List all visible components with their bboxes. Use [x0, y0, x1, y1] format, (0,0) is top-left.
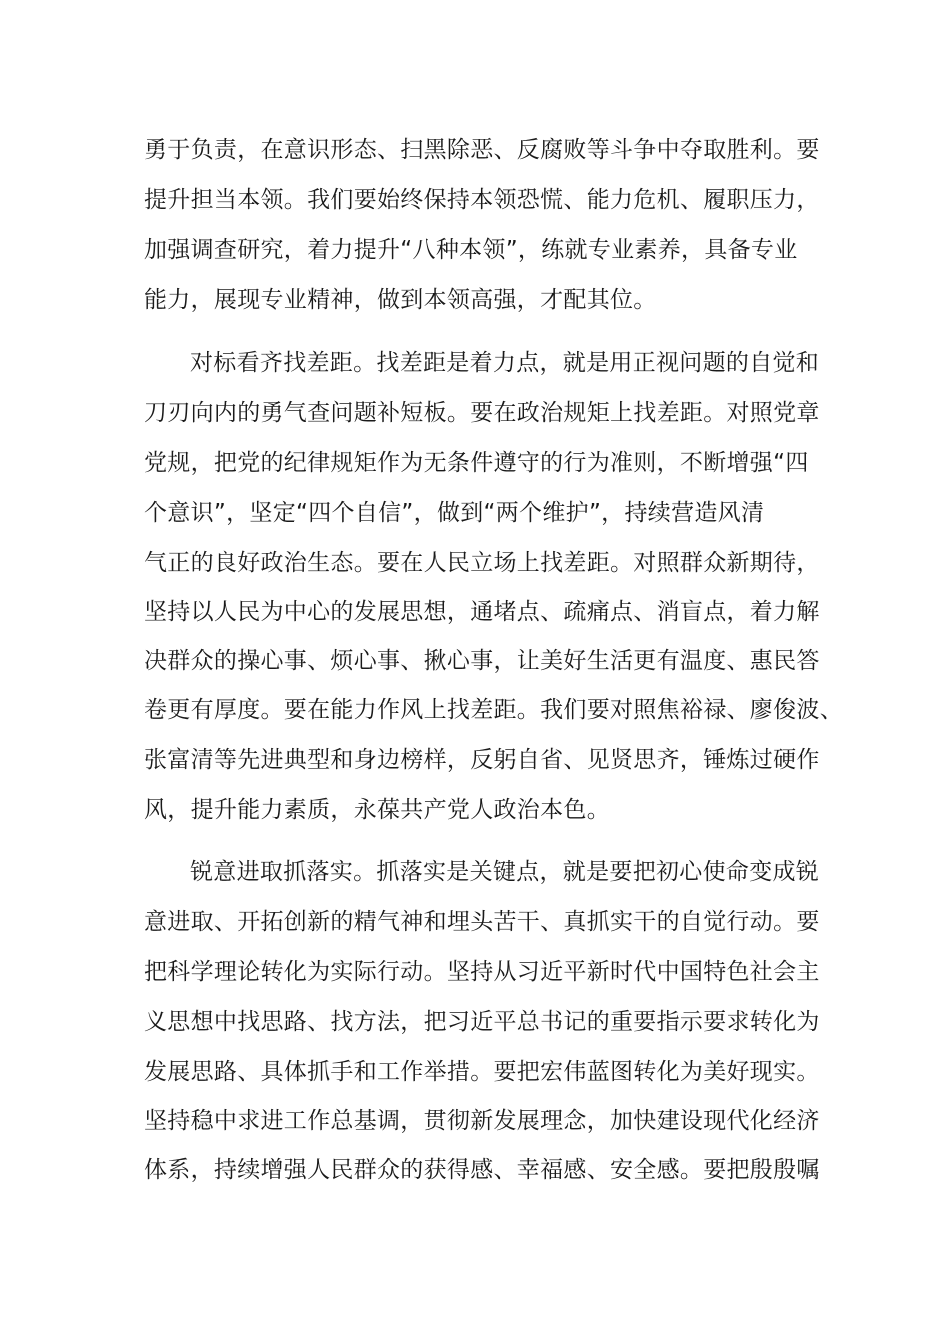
- paragraph-3-line-6: 坚持稳中求进工作总基调，贯彻新发展理念，加快建设现代化经济: [144, 1108, 820, 1134]
- paragraph-2-line-3: 党规，把党的纪律规矩作为无条件遵守的行为准则，不断增强“四: [144, 450, 809, 476]
- paragraph-3-line-5: 发展思路、具体抓手和工作举措。要把宏伟蓝图转化为美好现实。: [144, 1059, 820, 1085]
- paragraph-2-line-9: 张富清等先进典型和身边榜样，反躬自省、见贤思齐，锤炼过硬作: [144, 747, 820, 773]
- paragraph-2-line-10: 风，提升能力素质，永葆共产党人政治本色。: [144, 797, 610, 823]
- paragraph-1-line-2: 提升担当本领。我们要始终保持本领恐慌、能力危机、履职压力，: [144, 187, 820, 213]
- paragraph-2-line-6: 坚持以人民为中心的发展思想，通堵点、疏痛点、消盲点，着力解: [144, 599, 820, 625]
- paragraph-1-line-3: 加强调查研究，着力提升“八种本领”，练就专业素养，具备专业: [144, 237, 798, 263]
- paragraph-1-line-4: 能力，展现专业精神，做到本领高强，才配其位。: [144, 287, 657, 313]
- paragraph-2-line-1: 对标看齐找差距。找差距是着力点，就是用正视问题的自觉和: [190, 350, 820, 376]
- paragraph-2-line-4: 个意识”，坚定“四个自信”，做到“两个维护”，持续营造风清: [144, 500, 765, 526]
- paragraph-2-line-5: 气正的良好政治生态。要在人民立场上找差距。对照群众新期待，: [144, 550, 820, 576]
- paragraph-3-line-3: 把科学理论转化为实际行动。坚持从习近平新时代中国特色社会主: [144, 959, 820, 985]
- paragraph-3-line-1: 锐意进取抓落实。抓落实是关键点，就是要把初心使命变成锐: [190, 859, 820, 885]
- paragraph-1-line-1: 勇于负责，在意识形态、扫黑除恶、反腐败等斗争中夺取胜利。要: [144, 137, 820, 163]
- paragraph-2-line-7: 决群众的操心事、烦心事、揪心事，让美好生活更有温度、惠民答: [144, 648, 820, 674]
- paragraph-2-line-2: 刀刃向内的勇气查问题补短板。要在政治规矩上找差距。对照党章: [144, 400, 820, 426]
- paragraph-3-line-4: 义思想中找思路、找方法，把习近平总书记的重要指示要求转化为: [144, 1009, 820, 1035]
- paragraph-3-line-7: 体系，持续增强人民群众的获得感、幸福感、安全感。要把殷殷嘱: [144, 1157, 820, 1183]
- paragraph-2-line-8: 卷更有厚度。要在能力作风上找差距。我们要对照焦裕禄、廖俊波、: [144, 697, 843, 723]
- paragraph-3-line-2: 意进取、开拓创新的精气神和埋头苦干、真抓实干的自觉行动。要: [144, 909, 820, 935]
